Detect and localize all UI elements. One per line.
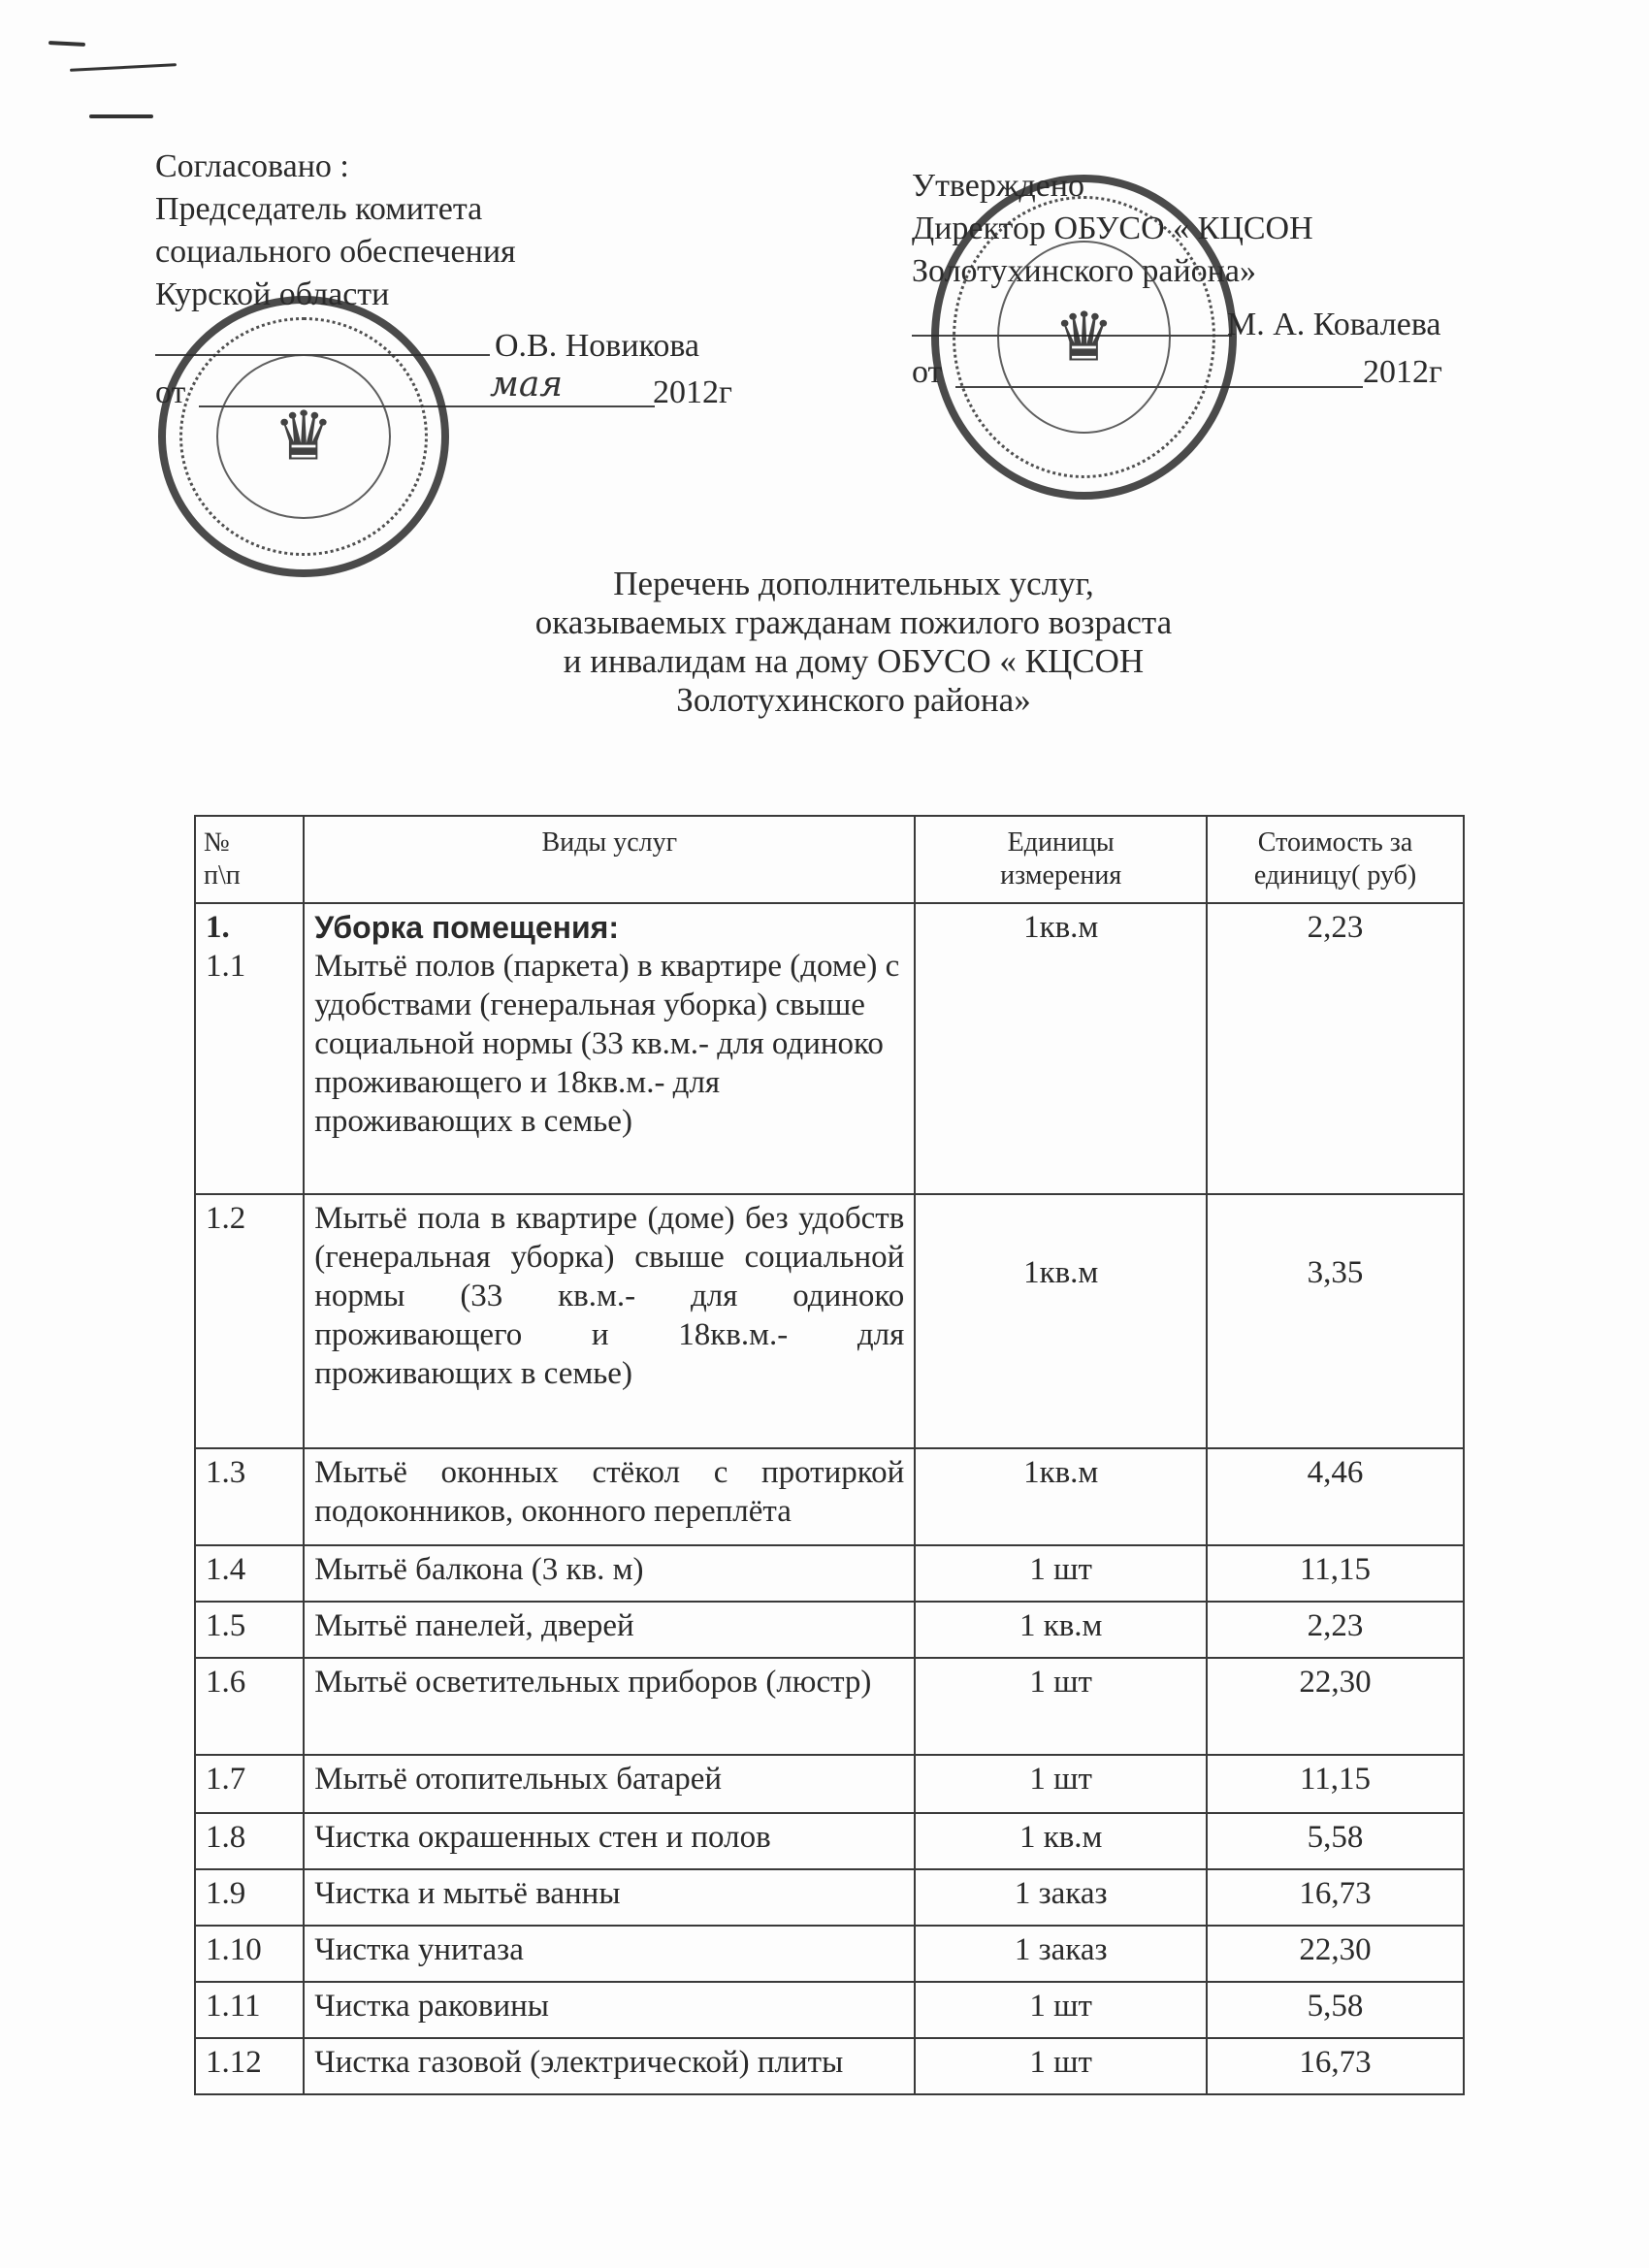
signatory-left: О.В. Новикова <box>495 328 700 364</box>
cell-num: 1.3 <box>195 1448 304 1545</box>
official-stamp-left <box>158 296 449 577</box>
cell-num: 1.10 <box>195 1926 304 1982</box>
scan-artifact <box>70 63 177 72</box>
table-row <box>195 1658 1464 1755</box>
header-num: № п\п <box>195 816 304 903</box>
approval-left-label: Согласовано : <box>155 148 349 184</box>
title-line: Перечень дополнительных услуг, <box>613 565 1094 602</box>
cell-unit: 1 кв.м <box>915 1602 1207 1658</box>
cell-price: 11,15 <box>1207 1755 1464 1813</box>
official-stamp-right <box>931 175 1237 500</box>
cell-name: Чистка газовой (электрической) плиты <box>304 2038 915 2094</box>
cell-price: 4,46 <box>1207 1448 1464 1545</box>
document-title <box>466 565 1242 720</box>
approval-left-line: социального обеспечения <box>155 234 516 270</box>
approval-right-line: Золотухинского района» <box>912 253 1256 289</box>
title-line: Золотухинского района» <box>676 681 1031 719</box>
cell-num: 1.11 <box>195 1982 304 2038</box>
cell-name: Мытьё оконных стёкол с протиркой подоконников, оконного переплёта <box>304 1448 915 1545</box>
year-left: 2012г <box>653 374 732 410</box>
cell-num: 1.9 <box>195 1869 304 1926</box>
date-prefix-right: от <box>912 354 943 390</box>
scan-artifact <box>48 41 85 47</box>
title-line: и инвалидам на дому ОБУСО « КЦСОН <box>563 642 1145 680</box>
cell-price: 5,58 <box>1207 1813 1464 1869</box>
cell-unit: 1 заказ <box>915 1869 1207 1926</box>
handwritten-month: мая <box>490 365 564 405</box>
table-row <box>195 903 1464 1194</box>
cell-unit: 1кв.м <box>915 1448 1207 1545</box>
header-price: Стоимость за единицу( руб) <box>1207 816 1464 903</box>
table-row <box>195 1926 1464 1982</box>
table-header-row <box>195 816 1464 903</box>
header-name: Виды услуг <box>304 816 915 903</box>
cell-unit: 1 шт <box>915 1658 1207 1755</box>
eagle-emblem-icon: ♛ <box>1053 301 1115 375</box>
cell-name: Мытьё осветительных приборов (люстр) <box>304 1658 915 1755</box>
title-line: оказываемых гражданам пожилого возраста <box>534 603 1173 641</box>
cell-price: 22,30 <box>1207 1926 1464 1982</box>
table-row <box>195 1545 1464 1602</box>
table-row <box>195 1869 1464 1926</box>
cell-price: 16,73 <box>1207 1869 1464 1926</box>
cell-unit: 1 шт <box>915 1755 1207 1813</box>
cell-unit: 1кв.м <box>915 1194 1207 1448</box>
cell-num: 1.6 <box>195 1658 304 1755</box>
scan-artifact <box>89 114 153 118</box>
table-row <box>195 1602 1464 1658</box>
table-row <box>195 1755 1464 1813</box>
year-right: 2012г <box>1363 354 1442 390</box>
cell-num: 1.8 <box>195 1813 304 1869</box>
cell-price: 22,30 <box>1207 1658 1464 1755</box>
cell-price: 2,23 <box>1207 1602 1464 1658</box>
cell-name: Уборка помещения: Мытьё полов (паркета) в квартире (доме) с удобствами (генеральная уборка) свыше социальной нормы (33 кв.м.- для одиноко проживающего и 18кв.м.- для проживающих в семье) <box>304 903 915 1194</box>
cell-name: Чистка раковины <box>304 1982 915 2038</box>
cell-num: 1. 1.1 <box>195 903 304 1194</box>
cell-unit: 1 заказ <box>915 1926 1207 1982</box>
cell-unit: 1 шт <box>915 2038 1207 2094</box>
table-row <box>195 2038 1464 2094</box>
approval-left <box>155 146 516 316</box>
cell-name: Мытьё балкона (3 кв. м) <box>304 1545 915 1602</box>
table-row <box>195 1448 1464 1545</box>
cell-num: 1.12 <box>195 2038 304 2094</box>
signatory-right: М. А. Ковалева <box>1227 307 1441 342</box>
header-unit: Единицы измерения <box>915 816 1207 903</box>
cell-name: Чистка унитаза <box>304 1926 915 1982</box>
cell-name: Мытьё отопительных батарей <box>304 1755 915 1813</box>
cell-name: Мытьё панелей, дверей <box>304 1602 915 1658</box>
cell-num: 1.5 <box>195 1602 304 1658</box>
cell-unit: 1 шт <box>915 1545 1207 1602</box>
table-row <box>195 1982 1464 2038</box>
section-title: Уборка помещения: <box>314 910 619 945</box>
cell-price: 16,73 <box>1207 2038 1464 2094</box>
approval-right-label: Утверждено <box>912 168 1084 204</box>
cell-name: Чистка и мытьё ванны <box>304 1869 915 1926</box>
cell-price: 2,23 <box>1207 903 1464 1194</box>
table-row <box>195 1813 1464 1869</box>
services-price-table <box>194 815 1465 2095</box>
cell-num: 1.2 <box>195 1194 304 1448</box>
cell-name: Чистка окрашенных стен и полов <box>304 1813 915 1869</box>
eagle-emblem-icon: ♛ <box>273 400 335 475</box>
cell-price: 11,15 <box>1207 1545 1464 1602</box>
approval-left-line: Председатель комитета <box>155 191 483 227</box>
cell-num: 1.4 <box>195 1545 304 1602</box>
date-prefix-left: от <box>155 374 186 410</box>
cell-unit: 1 кв.м <box>915 1813 1207 1869</box>
cell-num: 1.7 <box>195 1755 304 1813</box>
table-row <box>195 1194 1464 1448</box>
cell-price: 3,35 <box>1207 1194 1464 1448</box>
cell-name: Мытьё пола в квартире (доме) без удобств (генеральная уборка) свыше социальной нормы (33 кв.м.- для одиноко проживающего и 18кв.м.- для проживающих в семье) <box>304 1194 915 1448</box>
cell-price: 5,58 <box>1207 1982 1464 2038</box>
approval-right-line: Директор ОБУСО « КЦСОН <box>912 211 1313 246</box>
approval-left-line: Курской области <box>155 276 390 312</box>
cell-unit: 1 шт <box>915 1982 1207 2038</box>
cell-unit: 1кв.м <box>915 903 1207 1194</box>
